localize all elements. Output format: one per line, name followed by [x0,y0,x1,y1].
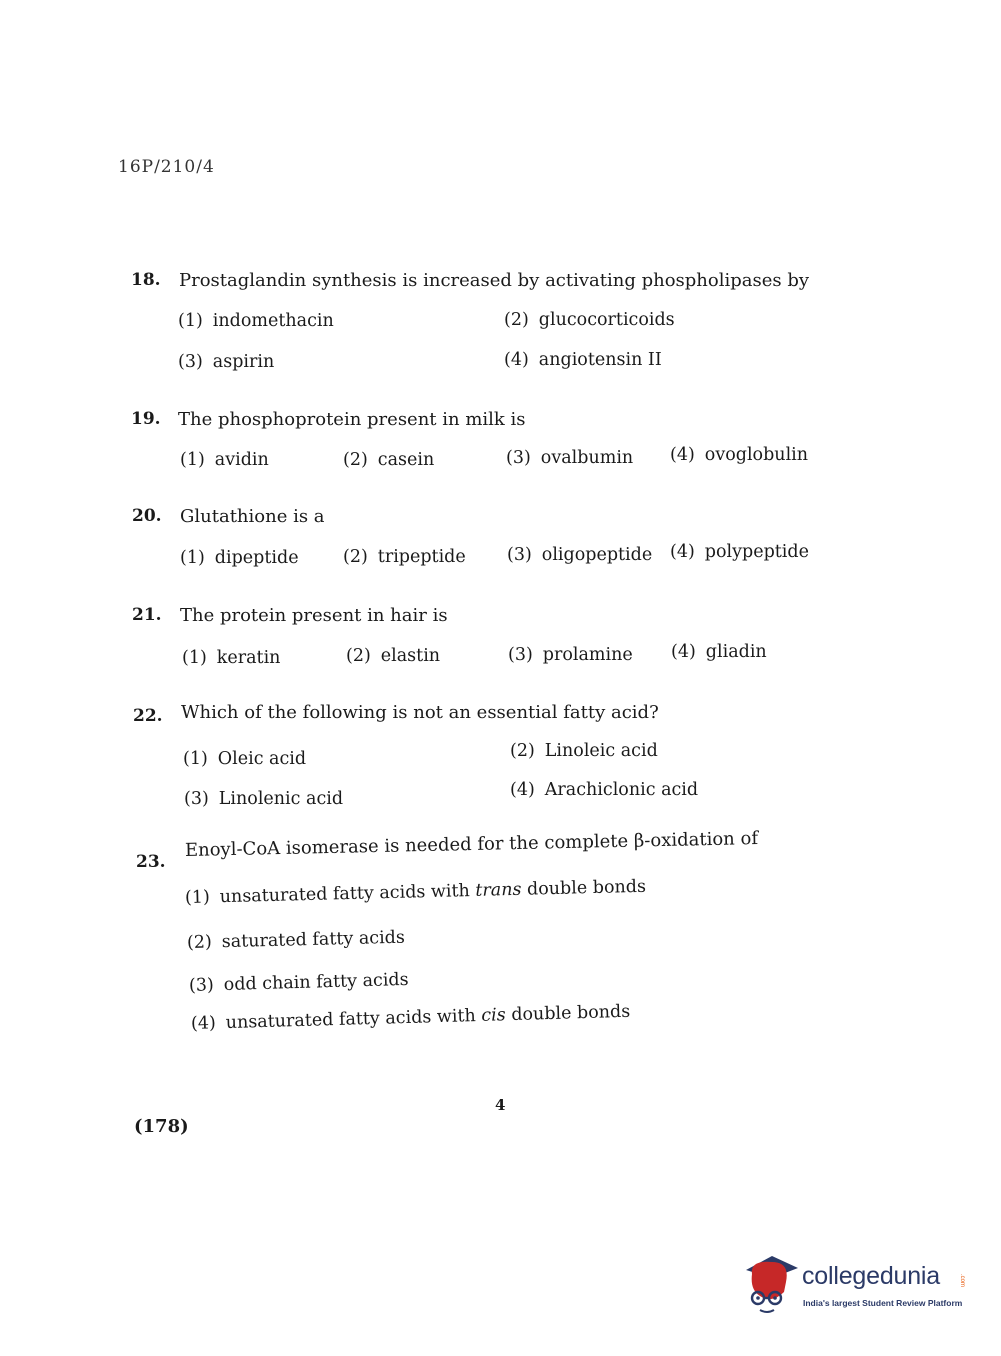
question-text: The phosphoprotein present in milk is [178,409,526,430]
question-number: 22. [133,706,163,726]
option-1: (1) avidin [180,450,269,470]
option-4: (4) Arachiclonic acid [510,780,699,800]
question-text: Glutathione is a [180,506,325,527]
logo-name: collegedunia [802,1262,940,1290]
question-text: Which of the following is not an essential fatty acid? [181,702,659,723]
option-3: (3) aspirin [178,352,275,372]
option-4: (4) polypeptide [670,542,809,562]
question-text: The protein present in hair is [180,605,448,626]
question-number: 19. [131,409,161,429]
question-text: Enoyl-CoA isomerase is needed for the complete β-oxidation of [184,827,759,861]
option-4: (4) gliadin [671,642,767,662]
option-2: (2) casein [343,450,435,470]
question-number: 18. [131,270,161,290]
option-3: (3) prolamine [508,645,633,665]
option-2: (2) saturated fatty acids [186,927,406,953]
option-1: (1) unsaturated fatty acids with trans double bonds [184,876,647,908]
page-number: 4 [495,1096,506,1114]
mascot-icon [742,1252,800,1314]
option-1: (1) indomethacin [178,311,334,331]
option-3: (3) ovalbumin [506,448,634,468]
option-1: (1) Oleic acid [183,749,307,769]
page-code: 16P/210/4 [118,157,215,177]
option-1: (1) keratin [182,648,281,668]
option-2: (2) Linoleic acid [510,741,658,761]
option-3: (3) odd chain fatty acids [188,969,409,996]
option-2: (2) glucocorticoids [504,310,675,330]
option-4: (4) unsaturated fatty acids with cis double bonds [190,1001,631,1034]
booklet-code: (178) [134,1116,189,1137]
option-4: (4) angiotensin II [504,350,662,370]
option-2: (2) elastin [346,646,441,666]
question-text: Prostaglandin synthesis is increased by activating phospholipases by [179,270,810,291]
question-number: 23. [136,852,166,872]
question-number: 21. [132,605,162,625]
collegedunia-logo [742,1252,972,1312]
logo-tagline: India's largest Student Review Platform [803,1298,963,1308]
question-number: 20. [132,506,162,526]
option-2: (2) tripeptide [343,547,466,567]
option-4: (4) ovoglobulin [670,445,809,465]
option-1: (1) dipeptide [180,548,299,568]
logo-suffix: .com [959,1274,965,1288]
option-3: (3) oligopeptide [507,545,653,565]
option-3: (3) Linolenic acid [184,789,344,809]
